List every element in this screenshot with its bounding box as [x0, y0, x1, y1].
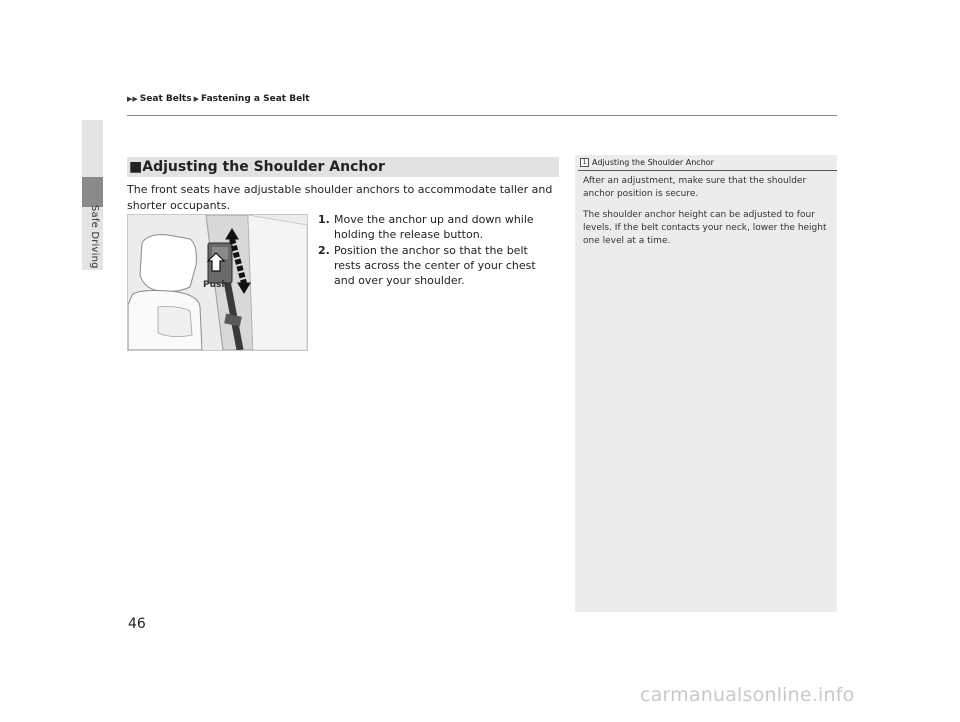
- breadcrumb-item-fastening[interactable]: Fastening a Seat Belt: [200, 94, 310, 104]
- breadcrumb-separator-icon: ▶: [193, 95, 199, 103]
- push-callout-label: Push: [203, 280, 228, 290]
- section-heading: [129, 157, 385, 177]
- sidenote-paragraph: The shoulder anchor height can be adjusted to four levels. If the belt contacts your neck, lower the height one level at a time.: [583, 210, 827, 246]
- section-marker-icon: ■: [129, 159, 143, 175]
- breadcrumb-arrow-icon: ▶▶: [127, 95, 138, 103]
- header-divider: [127, 115, 837, 116]
- step-number: 2.: [318, 244, 330, 257]
- sidenote-paragraph: After an adjustment, make sure that the shoulder anchor position is secure.: [583, 176, 807, 199]
- step-item: [318, 243, 558, 288]
- sidenote-divider: [578, 170, 837, 171]
- sidenote-title: Adjusting the Shoulder Anchor: [592, 158, 714, 167]
- sidebar-section-label: Safe Driving: [89, 205, 100, 269]
- sidenote-heading: [580, 158, 837, 167]
- sidenote-body: [583, 175, 833, 256]
- instruction-steps: [318, 212, 558, 289]
- step-text: Position the anchor so that the belt rests across the center of your chest and over your shoulder.: [334, 244, 536, 287]
- breadcrumb: [127, 94, 310, 104]
- breadcrumb-item-seat-belts[interactable]: Seat Belts: [139, 94, 192, 104]
- sidenote-marker-icon: 1: [580, 158, 589, 167]
- sidebar-tab-marker: [82, 177, 103, 207]
- step-text: Move the anchor up and down while holding the release button.: [334, 213, 534, 241]
- section-title-text: Adjusting the Shoulder Anchor: [142, 159, 385, 175]
- step-item: [318, 212, 558, 242]
- intro-paragraph: The front seats have adjustable shoulder anchors to accommodate taller and shorter occupants.: [127, 183, 553, 212]
- watermark: carmanualsonline.info: [640, 684, 855, 706]
- step-number: 1.: [318, 213, 330, 226]
- page-number: 46: [128, 616, 146, 632]
